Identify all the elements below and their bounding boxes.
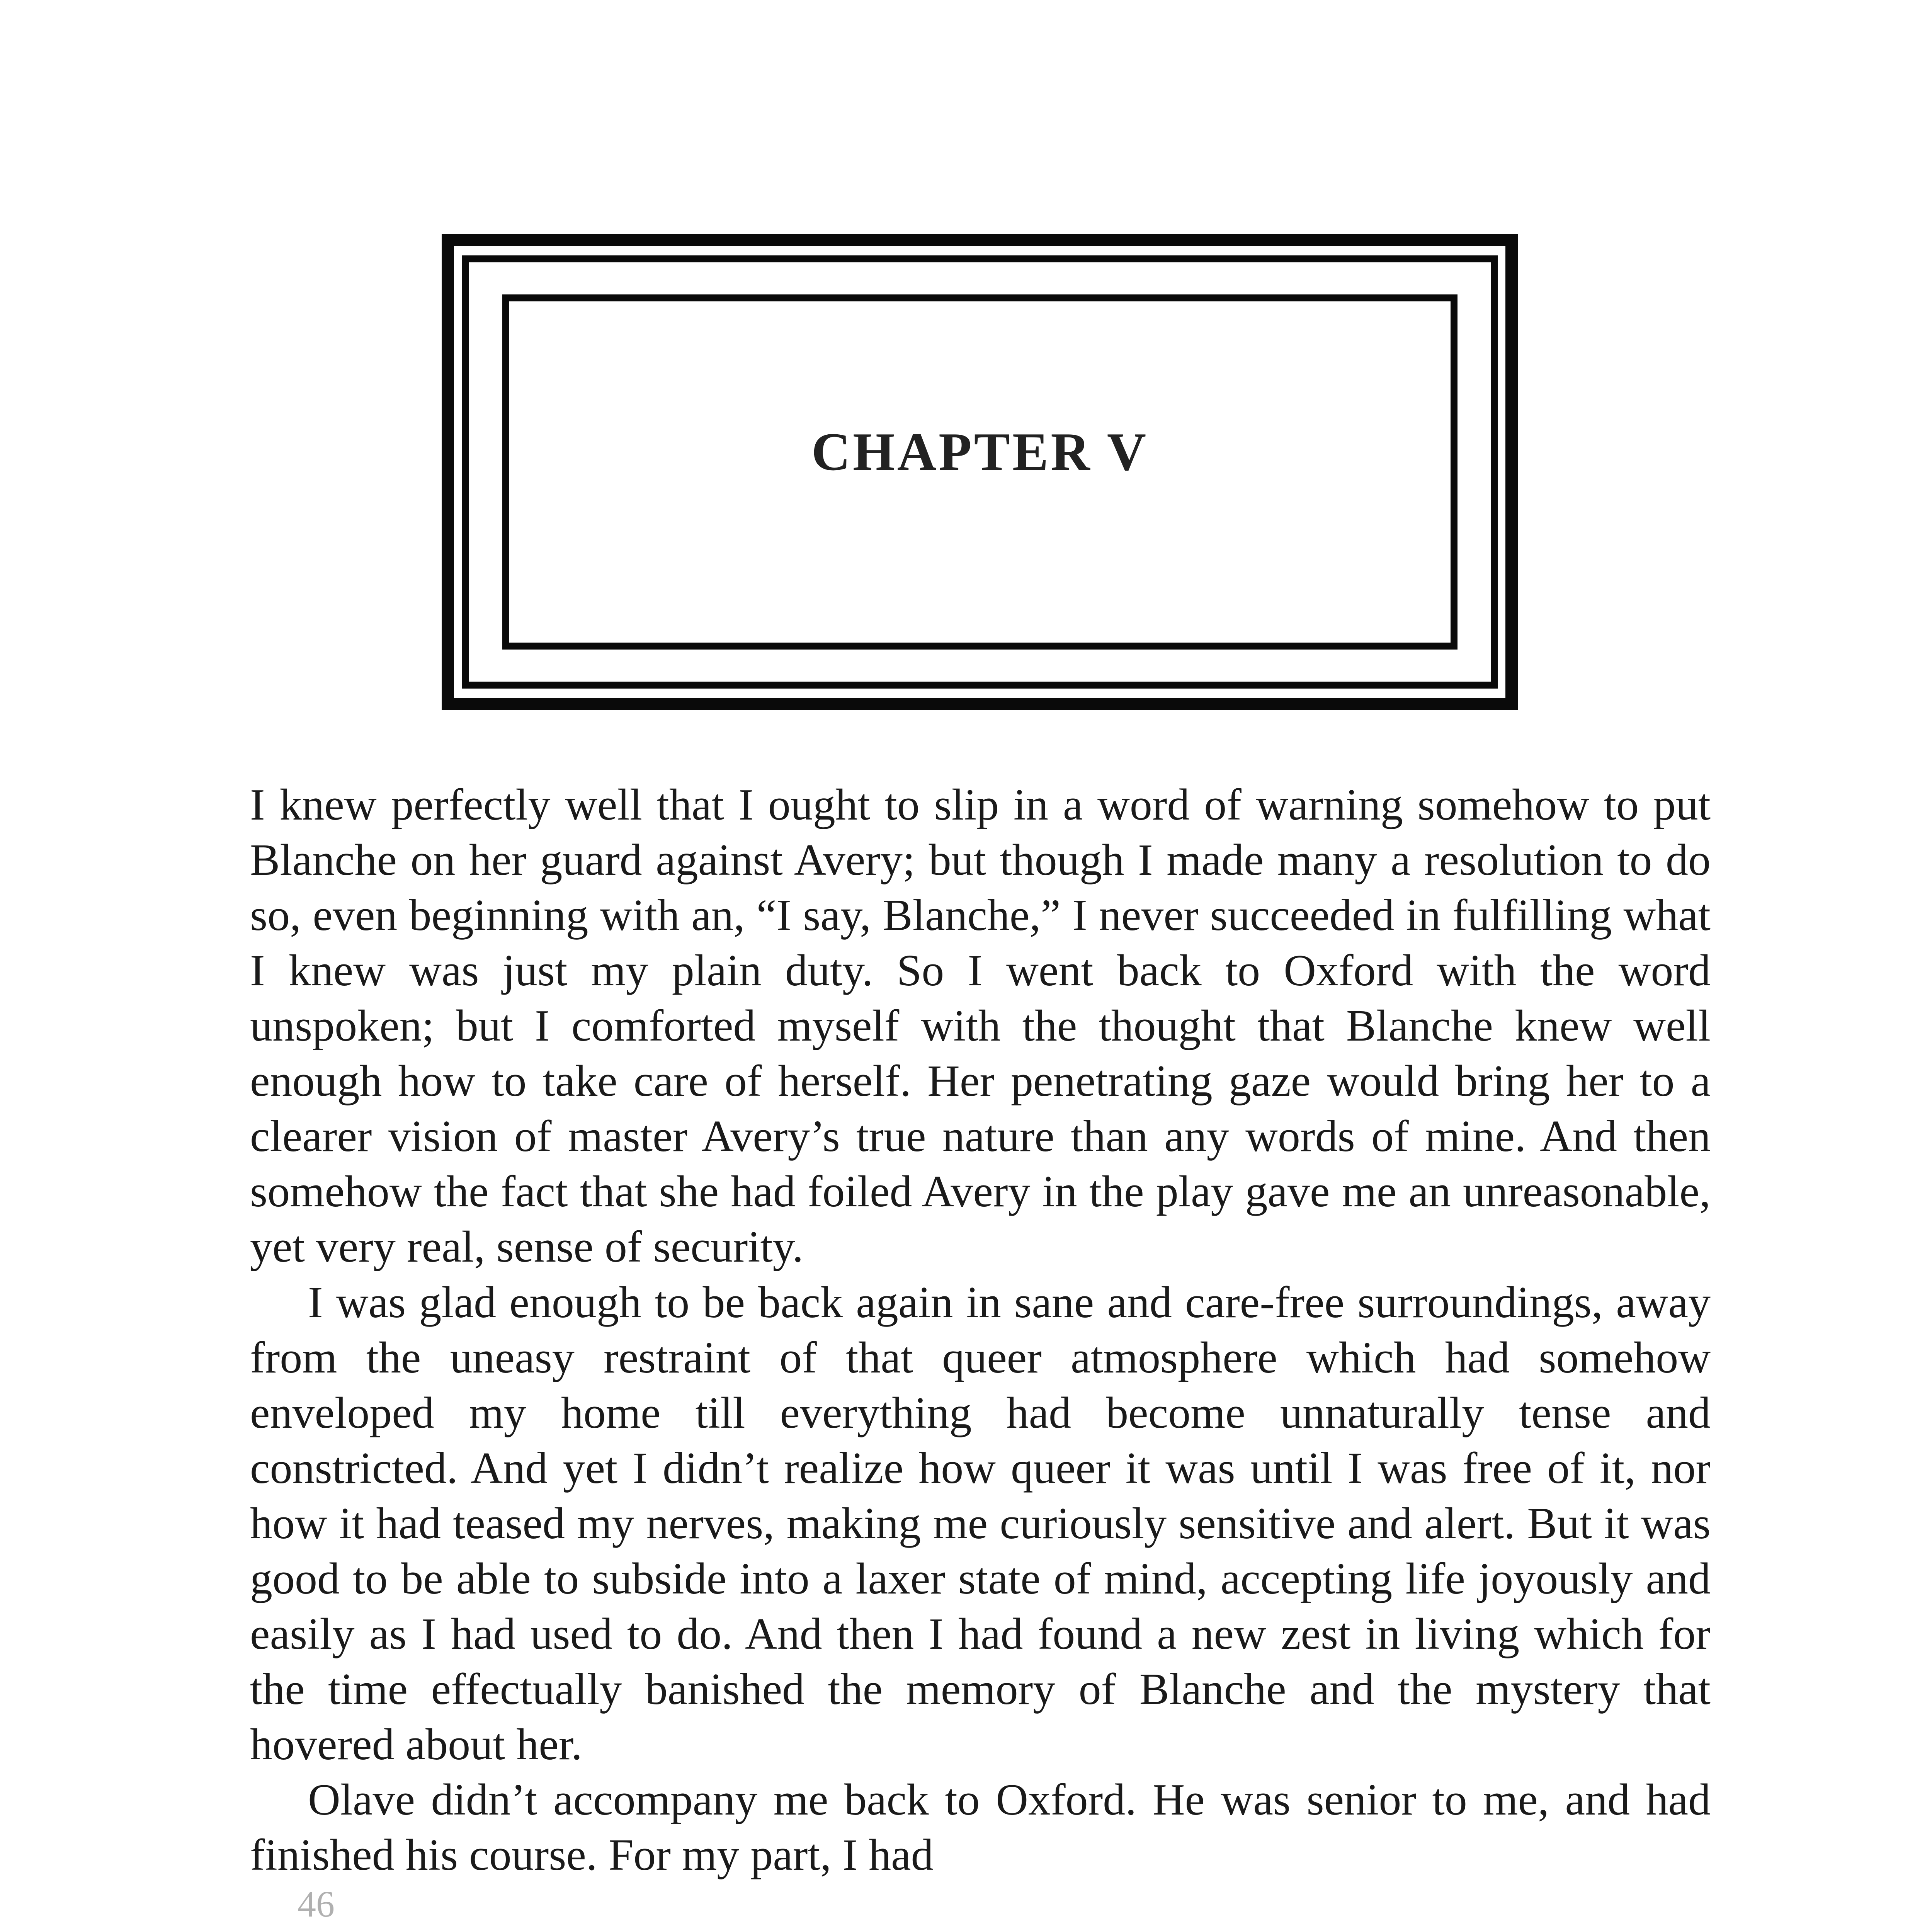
paragraph-2: I was glad enough to be back again in sane and care-free surroundings, away from the uneasy restraint of that queer atmosphere which had somehow enveloped my home till everything had become unnaturally tense and constricted. And yet I didn’t realize how queer it was until I was free of it, nor how it had teased my nerves, making me curiously sensitive and alert. But it was good to be able to subside into a laxer state of mind, accepting life joyously and easily as I had used to do. And then I had found a new zest in living which for the time effectually banished the memory of Blanche and the mystery that hovered about her.	[250, 1278, 1711, 1769]
paragraph-1: I knew perfectly well that I ought to slip in a word of warning somehow to put Blanche on her guard against Avery; but though I made many a resolution to do so, even beginning with an, “I say, Blanche,” I never succeeded in fulfilling what I knew was just my plain duty. So I went back to Oxford with the word unspoken; but I comforted myself with the thought that Blanche knew well enough how to take care of herself. Her penetrating gaze would bring her to a clearer vision of master Avery’s true nature than any words of mine. And then somehow the fact that she had foiled Avery in the play gave me an unreasonable, yet very real, sense of security.	[250, 780, 1711, 1272]
page-number: 46	[298, 1883, 335, 1925]
paragraph-3: Olave didn’t accompany me back to Oxford. He was senior to me, and had finished his course. For my part, I had	[250, 1775, 1711, 1880]
chapter-title: CHAPTER V	[811, 422, 1149, 482]
